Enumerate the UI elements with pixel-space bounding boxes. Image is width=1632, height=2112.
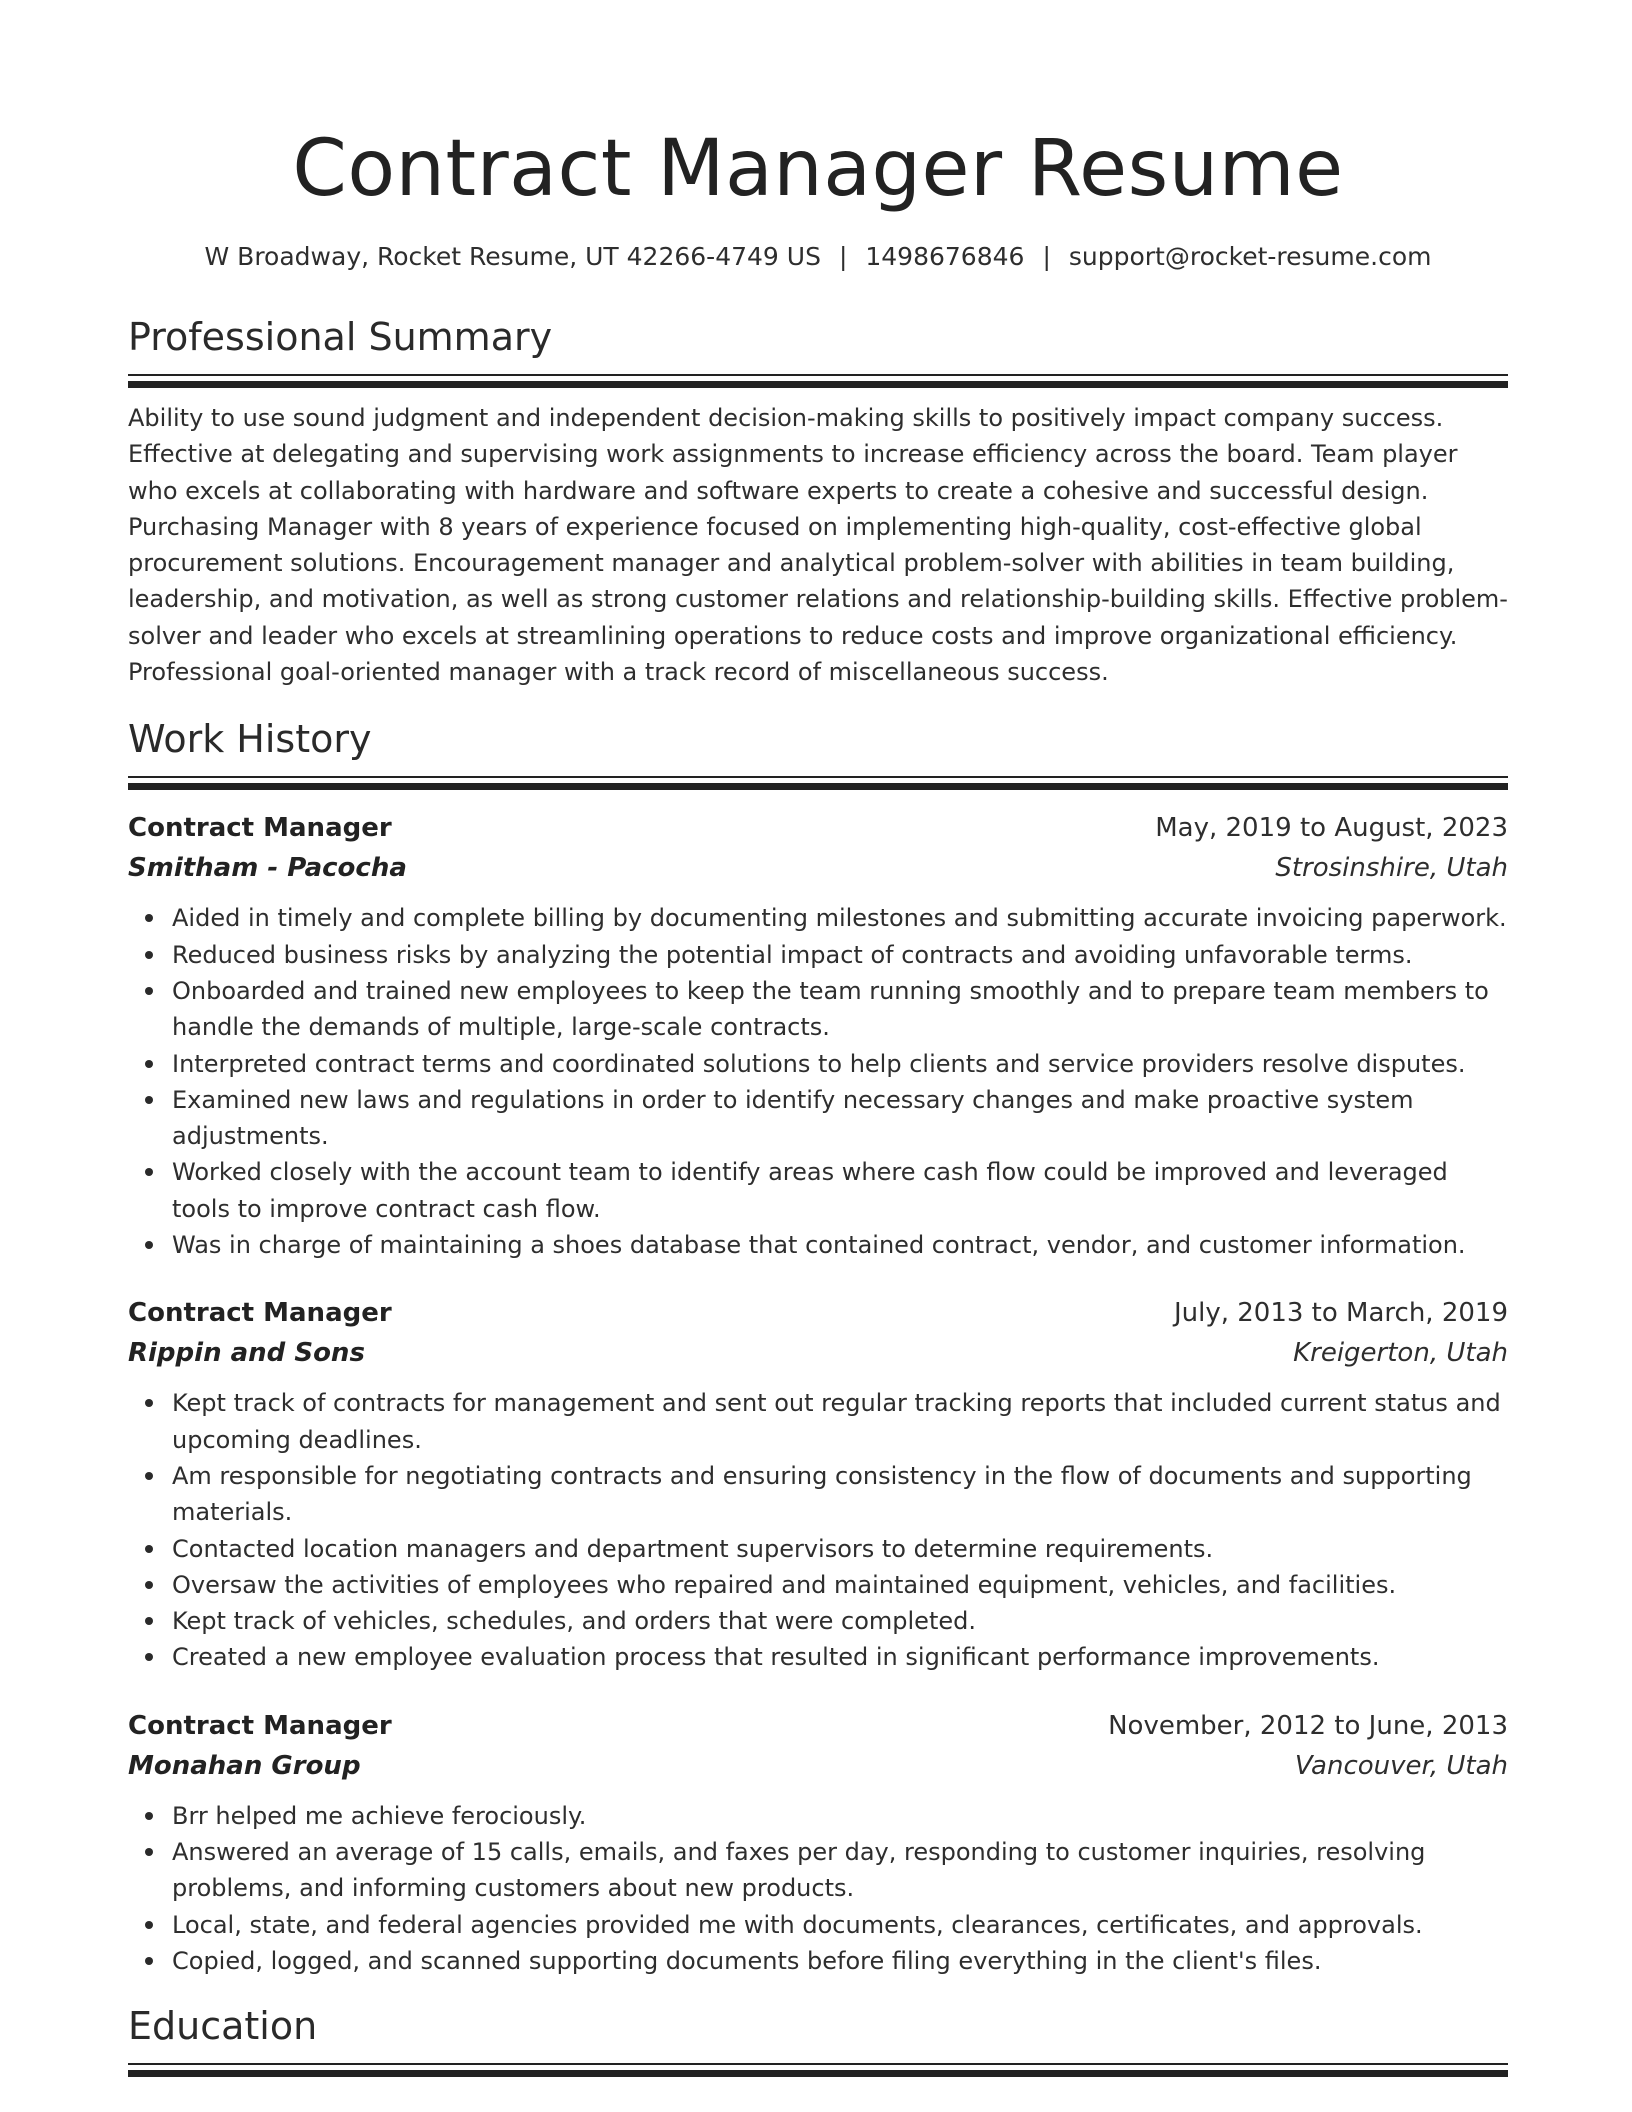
section-divider-thick (128, 2070, 1508, 2077)
job-bullet-list (128, 900, 1508, 1263)
contact-separator: | (1042, 242, 1051, 271)
job-bullet: Local, state, and federal agencies provided me with documents, clearances, certificates, and approvals. (172, 1907, 1508, 1943)
job-bullet: Kept track of vehicles, schedules, and orders that were completed. (172, 1603, 1508, 1639)
education-section (128, 2001, 1508, 2077)
job-location: Kreigerton, Utah (1293, 1338, 1508, 1369)
job-location: Strosinshire, Utah (1275, 853, 1508, 884)
contact-line (128, 240, 1508, 274)
job-entry (128, 808, 1508, 1263)
section-divider (128, 374, 1508, 376)
job-company-row (128, 848, 1508, 888)
professional-summary-section (128, 312, 1508, 690)
job-bullet-list (128, 1385, 1508, 1675)
summary-text: Ability to use sound judgment and independent decision-making skills to positively impact company success. Effective at delegating and supervising work assignments to increase efficiency across the board. Team player who excels at collaborating with hardware and software experts to create a cohesive and successful design. Purchasing Manager with 8 years of experience focused on implementing high-quality, cost-effective global procurement solutions. Encouragement manager and analytical problem-solver with abilities in team building, leadership, and motivation, as well as strong customer relations and relationship-building skills. Effective problem-solver and leader who excels at streamlining operations to reduce costs and improve organizational efficiency. Professional goal-oriented manager with a track record of miscellaneous success. (128, 404, 1508, 687)
job-header-row (128, 1706, 1508, 1746)
job-bullet: Worked closely with the account team to identify areas where cash flow could be improved and leveraged tools to improve contract cash flow. (172, 1154, 1508, 1227)
job-entry (128, 1706, 1508, 1979)
job-location: Vancouver, Utah (1294, 1750, 1508, 1781)
job-bullet: Examined new laws and regulations in order to identify necessary changes and make proactive system adjustments. (172, 1082, 1508, 1155)
contact-email: support@rocket-resume.com (1068, 242, 1432, 271)
job-dates: July, 2013 to March, 2019 (1173, 1298, 1508, 1329)
contact-phone: 1498676846 (865, 242, 1025, 271)
job-company-row (128, 1746, 1508, 1786)
job-company: Rippin and Sons (128, 1338, 365, 1369)
job-bullet: Reduced business risks by analyzing the potential impact of contracts and avoiding unfavorable terms. (172, 937, 1508, 973)
work-history-section (128, 714, 1508, 1979)
job-bullet: Created a new employee evaluation process that resulted in significant performance improvements. (172, 1639, 1508, 1675)
job-bullet: Copied, logged, and scanned supporting documents before filing everything in the client's files. (172, 1943, 1508, 1979)
job-company: Smitham - Pacocha (128, 853, 407, 884)
page-title: Contract Manager Resume (292, 124, 1344, 214)
section-divider (128, 2063, 1508, 2065)
job-header-row (128, 1293, 1508, 1333)
job-company-row (128, 1333, 1508, 1373)
job-bullet: Was in charge of maintaining a shoes database that contained contract, vendor, and customer information. (172, 1227, 1508, 1263)
job-title: Contract Manager (128, 813, 392, 844)
job-bullet: Am responsible for negotiating contracts and ensuring consistency in the flow of documents and supporting materials. (172, 1458, 1508, 1531)
section-divider (128, 776, 1508, 778)
section-heading-education: Education (128, 2004, 318, 2049)
job-bullet: Contacted location managers and department supervisors to determine requirements. (172, 1531, 1508, 1567)
job-bullet: Oversaw the activities of employees who repaired and maintained equipment, vehicles, and facilities. (172, 1567, 1508, 1603)
job-company: Monahan Group (128, 1750, 361, 1781)
job-title: Contract Manager (128, 1298, 392, 1329)
section-heading-work: Work History (128, 717, 372, 762)
job-header-row (128, 808, 1508, 848)
section-divider-thick (128, 783, 1508, 790)
job-dates: May, 2019 to August, 2023 (1155, 813, 1508, 844)
resume-page (128, 0, 1508, 2077)
job-bullet: Answered an average of 15 calls, emails, and faxes per day, responding to customer inquiries, resolving problems, and informing customers about new products. (172, 1834, 1508, 1907)
job-bullet-list (128, 1798, 1508, 1979)
job-bullet: Kept track of contracts for management and sent out regular tracking reports that included current status and upcoming deadlines. (172, 1385, 1508, 1458)
job-bullet: Brr helped me achieve ferociously. (172, 1798, 1508, 1834)
contact-separator: | (838, 242, 848, 271)
job-bullet: Aided in timely and complete billing by documenting milestones and submitting accurate invoicing paperwork. (172, 900, 1508, 936)
section-divider-thick (128, 381, 1508, 388)
job-bullet: Onboarded and trained new employees to keep the team running smoothly and to prepare team members to handle the demands of multiple, large-scale contracts. (172, 973, 1508, 1046)
job-dates: November, 2012 to June, 2013 (1108, 1710, 1508, 1741)
section-heading-summary: Professional Summary (128, 315, 553, 359)
job-title: Contract Manager (128, 1710, 392, 1741)
job-bullet: Interpreted contract terms and coordinated solutions to help clients and service providers resolve disputes. (172, 1046, 1508, 1082)
contact-address: W Broadway, Rocket Resume, UT 42266-4749 US (204, 242, 821, 271)
job-entry (128, 1293, 1508, 1675)
